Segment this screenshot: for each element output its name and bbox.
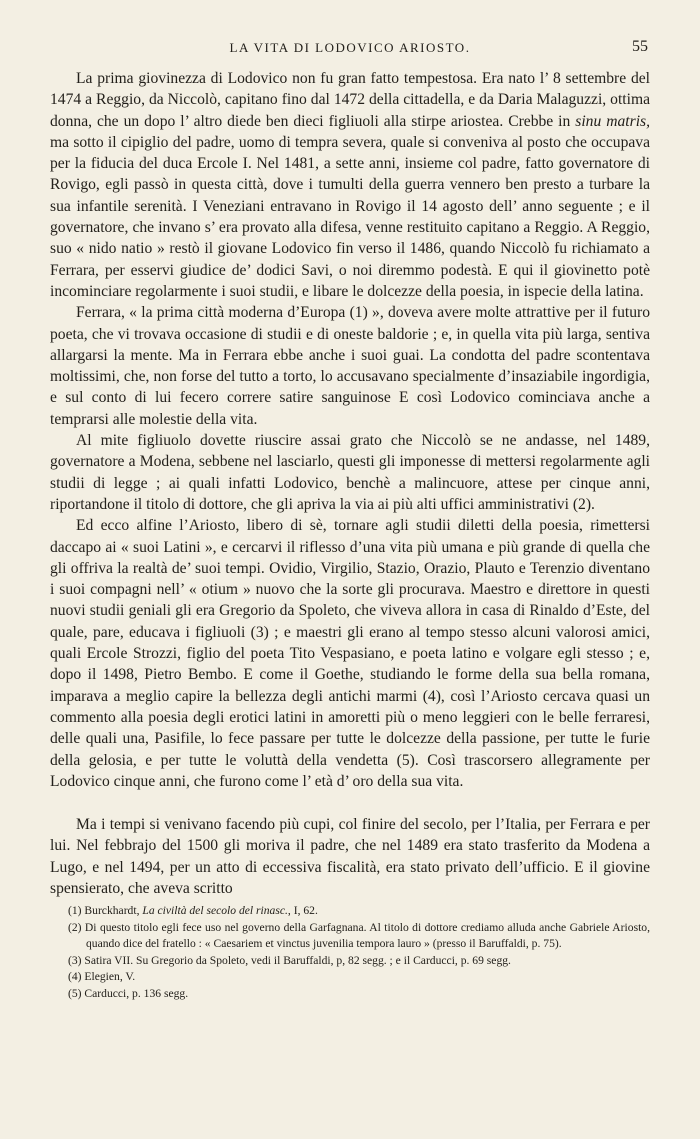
running-head [50, 38, 650, 60]
paragraph-1-text-a: La prima giovinezza di Lodovico non fu gran fatto tempestosa. Era nato l’ 8 settembre del 1474 a Reggio, da Niccolò, capitano fino dal 1472 della cittadella, e da Daria Malaguzzi, ottima donna, che un dopo l’ altro diede ben dieci figliuoli alla stirpe ariostea. Crebbe in [50, 70, 650, 130]
paragraph-1-text-b: ma sotto il cipiglio del padre, uomo di tempra severa, quale si conveniva al posto che occupava per la fiducia del duca Ercole I. Nel 1481, a sette anni, insieme col padre, fatto governatore di Rovigo, egli passò in questa città, dove i tumulti della guerra vennero ben presto a turbare la sua infantile serenità. I Veneziani entravano in Rovigo il 14 agosto dell’ anno seguente ; e il governatore, che invano s’ era provato alla difesa, venne restituito capitano a Reggio. A Reggio, suo « nido natio » restò il giovane Lodovico fin verso il 1486, quando Niccolò fu richiamato a Ferrara, per esservi giudice de’ dodici Savi, o noi diremmo podestà. E qui il giovinetto potè incominciare regolarmente i suoi studii, e libare le dolcezze della poesia, in ispecie della latina. [50, 133, 650, 300]
paragraph-1-italic-phrase: sinu matris, [575, 112, 650, 130]
paragraph-4: Ed ecco alfine l’Ariosto, libero di sè, tornare agli studii diletti della poesia, rimettersi daccapo ai « suoi Latini », e cercarvi il riflesso d’una vita più umana e più grande di quella che gli offriva la realtà de’ suoi tempi. Ovidio, Virgilio, Stazio, Orazio, Plauto e Terenzio diventano i suoi compagni nell’ « otium » nuovo che la sorte gli procurava. Maestro e direttore in questi nuovi studii geniali gli era Gregorio da Spoleto, che viveva allora in casa di Rinaldo d’Este, del quale, pare, educava i figliuoli (3) ; e maestri gli erano al tempo stesso alcuni valorosi amici, quali Ercole Strozzi, figlio del poeta Tito Vespasiano, e poeta latino e volgare egli stesso ; e, dopo il 1498, Pietro Bembo. E come il Goethe, studiando le forme della sua bella romana, imparava a meglio capire la bellezza degli antichi marmi (4), così l’Ariosto cercava quasi un commento alla poesia degli erotici latini in amoretti più o meno leggieri con le belle ferraresi, delle quali una, Pasifile, lo fece passare per tutte le dolcezze della passione, per tutte le furie della gelosia, e per tutte le voluttà della vendetta (5). Così trascorsero allegramente per Lodovico cinque anni, che furono come l’ età d’ oro della sua vita. [50, 517, 650, 790]
footnote-5: (5) Carducci, p. 136 segg. [68, 986, 189, 1000]
footnote-1 [50, 903, 650, 920]
footnotes [50, 903, 650, 1003]
running-title: LA VITA DI LODOVICO ARIOSTO. [229, 40, 471, 55]
paragraph-3: Al mite figliuolo dovette riuscire assai grato che Niccolò se ne andasse, nel 1489, governatore a Modena, sebbene nel lasciarlo, questi gli imponesse di mettersi regolarmente agli studii di legge ; ai quali infatti Lodovico, benchè a malincuore, attese per cinque anni, riportandone il titolo di dottore, che gli apriva la via ai più alti uffici amministrativi (2). [50, 432, 650, 513]
footnote-1-italic-title: La civiltà del secolo del rinasc. [142, 904, 288, 917]
page-number: 55 [632, 38, 648, 55]
footnote-4: (4) Elegien, V. [68, 970, 136, 984]
body-text [50, 68, 650, 899]
footnote-1-text-a: (1) Burckhardt, [68, 904, 143, 917]
paragraph-2: Ferrara, « la prima città moderna d’Europa (1) », doveva avere molte attrattive per il futuro poeta, che vi trovava occasione di studii e di oneste baldorie ; e, in quella vita più larga, sentiva allargarsi la mente. Ma in Ferrara ebbe anche i suoi guai. La condotta del padre scontentava moltissimi, che, non forse del tutto a torto, lo accusavano specialmente d’insaziabile ingordigia, e sul conto di lui fecero correre satire sanguinose E così Lodovico cominciava anche a temprarsi alle molestie della vita. [50, 304, 650, 428]
footnote-2: (2) Di questo titolo egli fece uso nel governo della Garfagnana. Al titolo di dottore crediamo alluda anche Gabriele Ariosto, quando dice del fratello : « Caesariem et vinctus juvenilia tempora lauro » (presso il Baruffaldi, p. 75). [68, 920, 650, 951]
paragraph-5: Ma i tempi si venivano facendo più cupi, col finire del secolo, per l’Italia, per Ferrara e per lui. Nel febbrajo del 1500 gli moriva il padre, che nel 1489 era stato trasferito da Modena a Lugo, e nel 1494, per un atto di eccessiva fiscalità, era stato privato dell’ufficio. E il giovine spensierato, che aveva scritto [50, 816, 650, 897]
paragraph-1 [50, 68, 650, 302]
footnote-3: (3) Satira VII. Su Gregorio da Spoleto, vedi il Baruffaldi, p, 82 segg. ; e il Carducci, p. 69 segg. [68, 953, 511, 967]
footnote-1-text-b: , I, 62. [287, 904, 318, 917]
